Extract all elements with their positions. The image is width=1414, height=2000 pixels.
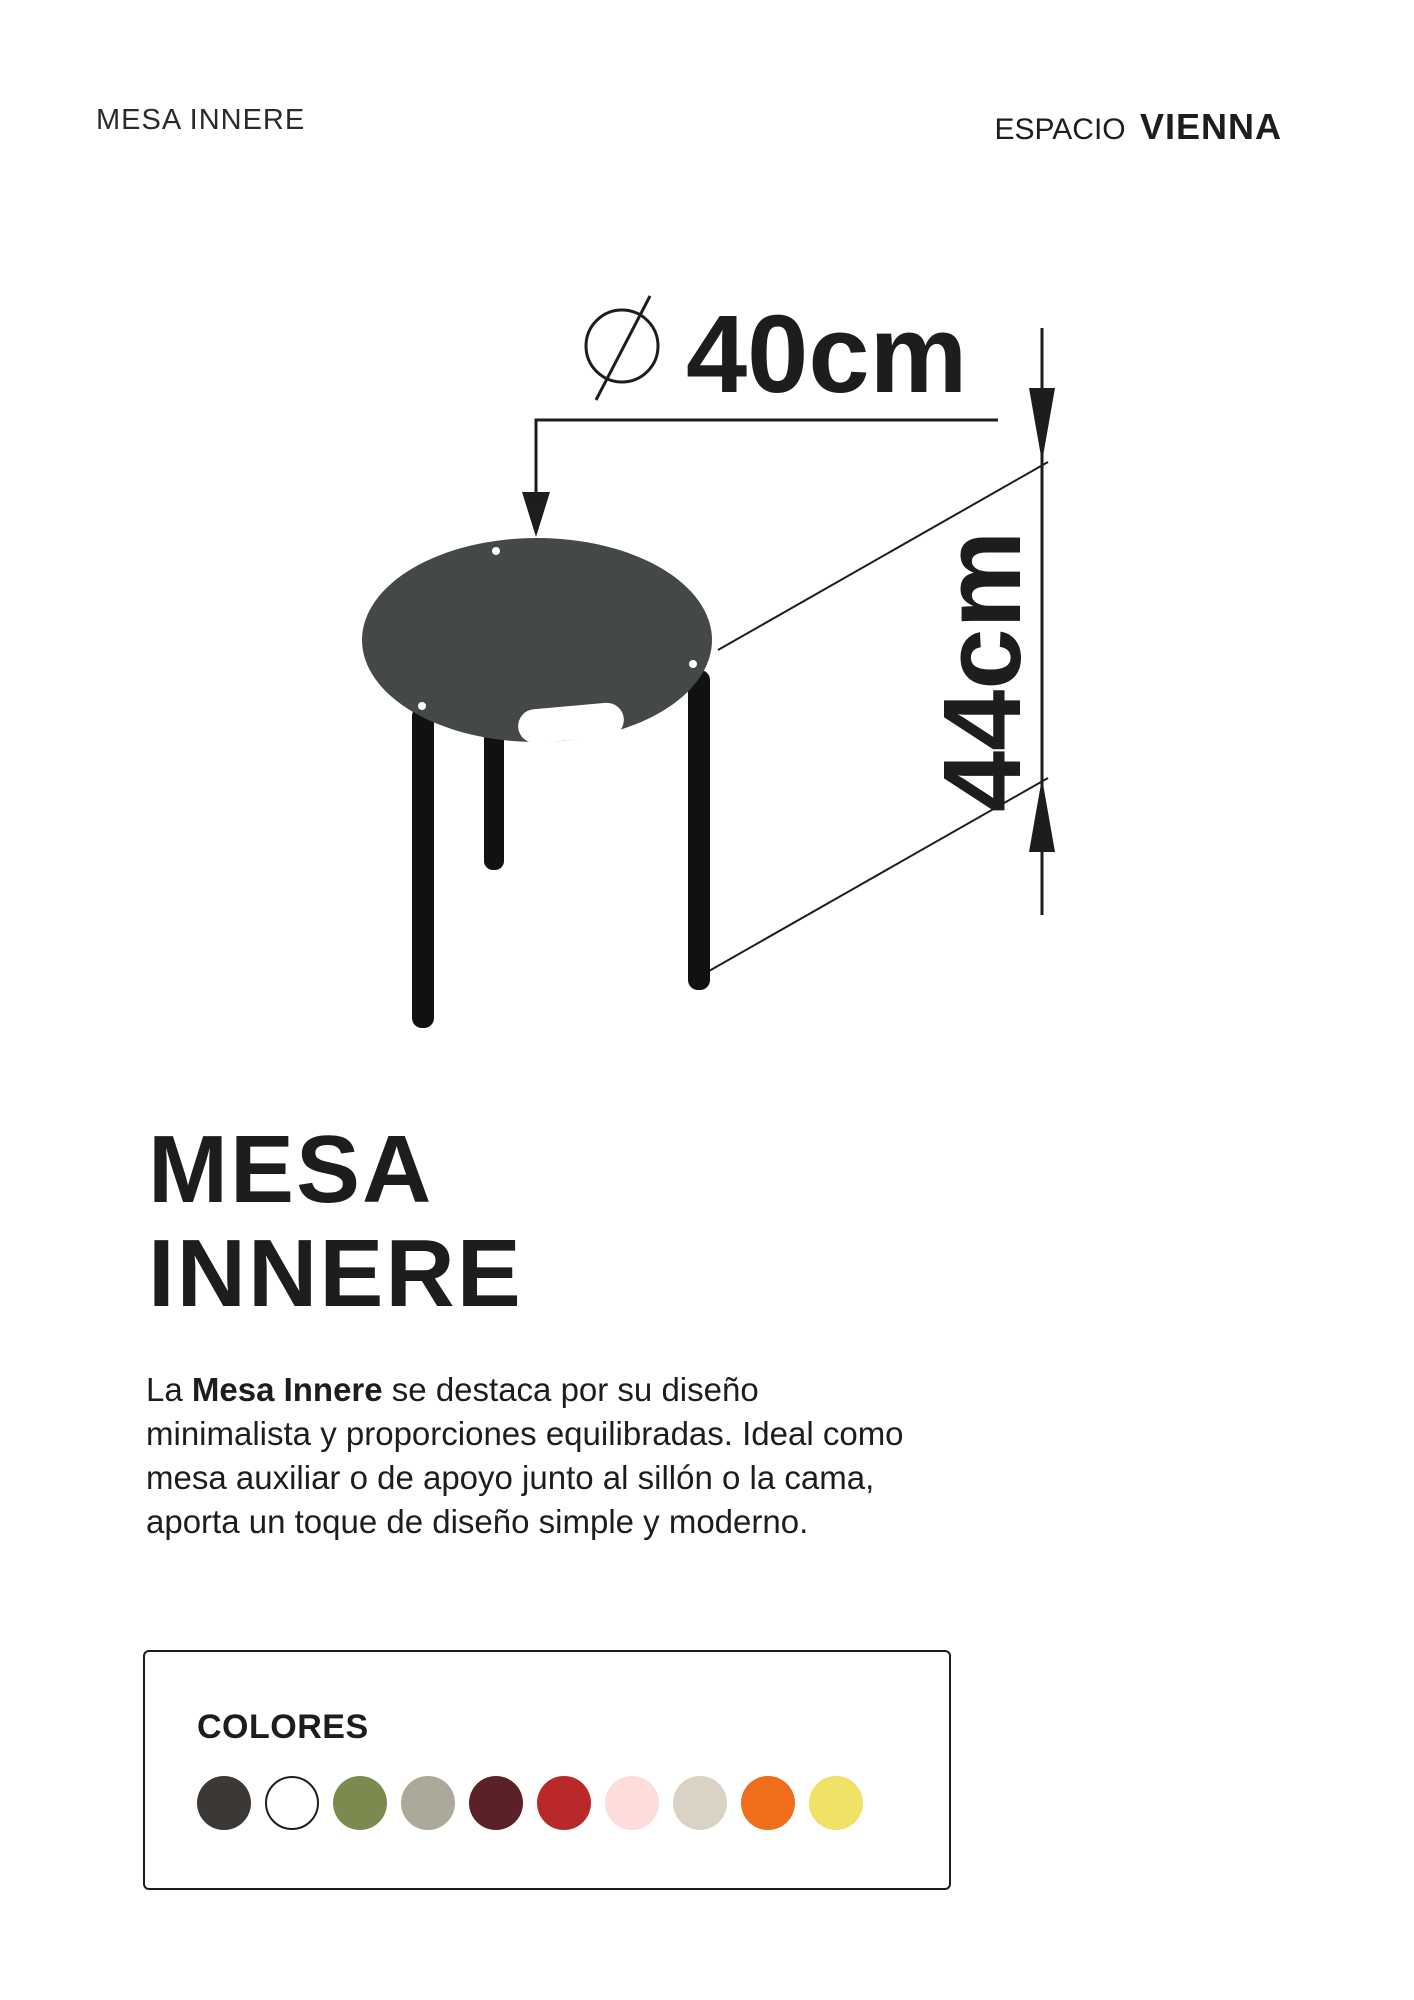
color-swatch-light-pink[interactable] <box>605 1776 659 1830</box>
diameter-label: 40cm <box>686 293 968 416</box>
product-description <box>146 1368 906 1544</box>
table-illustration <box>362 538 712 1028</box>
color-swatch-olive-green[interactable] <box>333 1776 387 1830</box>
diameter-symbol-icon <box>586 296 658 400</box>
brand-prefix: ESPACIO <box>994 113 1126 146</box>
color-swatch-charcoal[interactable] <box>197 1776 251 1830</box>
description-text: se destaca por su diseño minimalista y proporciones equilibradas. Ideal como mesa auxiliar o de apoyo junto al sillón o la cama, aporta un toque de diseño simple y moderno. <box>146 1371 904 1540</box>
header-product-name: MESA INNERE <box>96 104 306 136</box>
color-swatch-gray-beige[interactable] <box>401 1776 455 1830</box>
diameter-leader <box>522 420 998 537</box>
color-swatch-white[interactable] <box>265 1776 319 1830</box>
color-swatch-yellow[interactable] <box>809 1776 863 1830</box>
title-line-1: MESA <box>148 1116 434 1223</box>
height-label: 44cm <box>921 530 1044 812</box>
color-swatch-sand[interactable] <box>673 1776 727 1830</box>
title-line-2: INNERE <box>148 1220 523 1327</box>
colors-title: COLORES <box>197 1708 369 1746</box>
color-swatches <box>197 1776 877 1830</box>
table-leg-left <box>412 706 434 1028</box>
color-swatch-burgundy[interactable] <box>469 1776 523 1830</box>
brand-name: VIENNA <box>1139 106 1282 147</box>
color-swatch-red[interactable] <box>537 1776 591 1830</box>
description-product-name: Mesa Innere <box>191 1371 383 1408</box>
color-swatch-orange[interactable] <box>741 1776 795 1830</box>
table-leg-right <box>688 670 710 990</box>
colors-panel <box>143 1650 951 1890</box>
page-title <box>148 1118 523 1326</box>
description-intro: La <box>146 1371 192 1408</box>
